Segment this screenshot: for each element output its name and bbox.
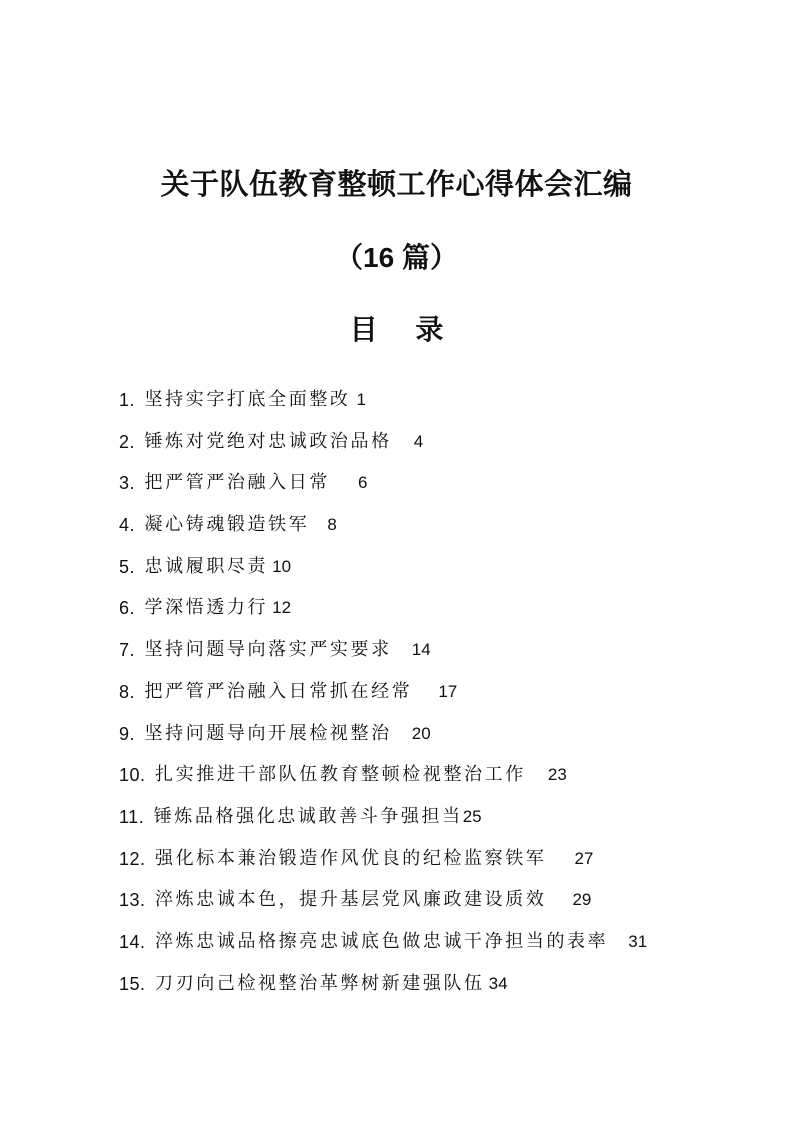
toc-entry-page-number: 4 (413, 431, 424, 451)
toc-entry-page-number: 1 (356, 390, 366, 409)
toc-entry-title: 凝心铸魂锻造铁军 (144, 514, 310, 536)
toc-entry[interactable] (119, 510, 759, 552)
toc-entry[interactable] (119, 719, 759, 761)
toc-entry-number-separator: . (138, 806, 144, 827)
toc-entry-title: 强化标本兼治锻造作风优良的纪检监察铁军 (155, 847, 547, 869)
toc-entry-page-number: 14 (411, 640, 431, 660)
toc-entry-number: 6 (119, 598, 130, 619)
toc-entry-number: 5 (119, 556, 130, 577)
toc-entry[interactable] (119, 677, 759, 719)
toc-entry-title: 淬炼忠诚品格擦亮忠诚底色做忠诚干净担当的表率 (155, 930, 609, 952)
toc-entry-number: 14 (119, 931, 141, 952)
toc-entry-page-number: 29 (572, 890, 592, 910)
toc-entry-title: 刀刃向己检视整治革弊树新建强队伍 (155, 972, 485, 994)
toc-entry[interactable] (119, 969, 759, 1011)
toc-entry-page-number: 27 (574, 848, 594, 868)
toc-entry-number-separator: . (129, 598, 135, 619)
toc-entry[interactable] (119, 552, 759, 594)
toc-entry-number-separator: . (140, 973, 146, 994)
toc-entry[interactable] (119, 802, 759, 844)
toc-entry-number: 8 (119, 681, 130, 702)
toc-entry-page-number: 12 (272, 598, 292, 618)
toc-entry[interactable] (119, 593, 759, 635)
toc-entry-number-separator: . (129, 681, 135, 702)
toc-entry-number-separator: . (140, 890, 146, 911)
toc-entry-number: 11 (119, 806, 139, 827)
toc-entry-page-number: 20 (411, 723, 431, 743)
toc-entry[interactable] (119, 468, 759, 510)
toc-entry-title: 锤炼品格强化忠诚敢善斗争强担当 (153, 805, 463, 827)
toc-entry[interactable] (119, 927, 759, 969)
toc-entry-page-number: 31 (628, 931, 648, 951)
toc-entry[interactable] (119, 885, 759, 927)
toc-entry-number: 1 (119, 390, 130, 410)
toc-entry-number-separator: . (129, 390, 135, 410)
toc-entry-number-separator: . (129, 723, 135, 744)
toc-entry-number: 9 (119, 723, 130, 744)
toc-entry-number-separator: . (140, 765, 146, 786)
toc-entry-number-separator: . (129, 473, 135, 494)
toc-entry-number: 2 (119, 431, 130, 452)
toc-entry[interactable] (119, 635, 759, 677)
toc-entry-page-number: 6 (357, 473, 368, 493)
toc-entry-title: 淬炼忠诚本色，提升基层党风廉政建设质效 (155, 889, 547, 911)
toc-entry-page-number: 25 (462, 806, 482, 826)
toc-entry-title: 坚持问题导向开展检视整治 (144, 722, 392, 744)
toc-entry-page-number: 17 (438, 681, 458, 701)
toc-entry-page-number: 23 (547, 765, 567, 785)
document-subtitle: （16 篇） (335, 242, 458, 273)
toc-entry[interactable] (119, 427, 759, 469)
toc-heading: 目 录 (349, 313, 458, 346)
toc-entry-number: 7 (119, 640, 130, 661)
toc-entry-number-separator: . (129, 640, 135, 661)
toc-entry[interactable] (119, 844, 759, 886)
toc-entry-title: 忠诚履职尽责 (144, 555, 269, 577)
toc-entry-page-number: 10 (272, 556, 292, 576)
toc-entry-title: 把严管严治融入日常抓在经常 (144, 680, 413, 702)
toc-entry-page-number: 34 (488, 973, 508, 993)
toc-entry-number: 15 (119, 973, 141, 994)
toc-entry-number: 4 (119, 515, 130, 536)
document-title: 关于队伍教育整顿工作心得体会汇编 (160, 167, 633, 201)
toc-entry-number-separator: . (140, 931, 146, 952)
toc-entry-number-separator: . (129, 431, 135, 452)
toc-entry-number: 12 (119, 848, 141, 869)
toc-entry-title: 扎实推进干部队伍教育整顿检视整治工作 (155, 764, 526, 786)
toc-entry-number-separator: . (140, 848, 146, 869)
toc-entry-number: 3 (119, 473, 130, 494)
toc-entry[interactable] (119, 760, 759, 802)
toc-entry-number-separator: . (129, 556, 135, 577)
toc-entry-title: 学深悟透力行 (144, 597, 269, 619)
toc-entry[interactable] (119, 385, 759, 427)
toc-entry-page-number: 8 (327, 515, 337, 535)
toc-entry-number-separator: . (129, 515, 135, 536)
table-of-contents (119, 385, 759, 1010)
toc-entry-number: 10 (119, 765, 141, 786)
toc-entry-title: 锤炼对党绝对忠诚政治品格 (144, 430, 392, 452)
toc-entry-number: 13 (119, 890, 141, 911)
toc-entry-title: 坚持实字打底全面整改 (144, 389, 351, 410)
toc-entry-title: 坚持问题导向落实严实要求 (144, 639, 392, 661)
toc-entry-title: 把严管严治融入日常 (144, 472, 330, 494)
